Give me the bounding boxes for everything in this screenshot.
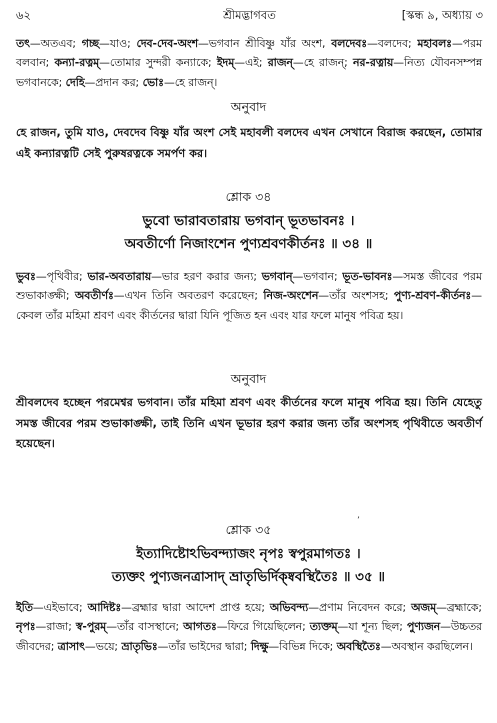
sanskrit-term: তৎ — [16, 37, 30, 50]
page-number: ৬২ — [16, 8, 31, 22]
term-meaning: —ব্রহ্মাকে; — [436, 601, 482, 614]
sanskrit-term: রাজন্ — [267, 56, 293, 70]
term-meaning: —এই; — [234, 56, 268, 70]
term-meaning: —ভগবান শ্রীবিষ্ণু যাঁর অংশ, — [197, 37, 332, 50]
translation-verse-34: শ্রীবলদেব হচ্ছেন পরমেশ্বর ভগবান। তাঁর মহিমা শ্রবণ এবং কীর্তনের ফলে মানুষ পবিত্র হয়। তিনি যেহেতু সমস্ত জীবের পরম শুভাকাঙ্ক্ষী, তাই তিনি এখন ভূভার হরণ করার জন্য তাঁর অংশসহ পৃথিবীতে অবতীর্ণ হয়েছেন। — [16, 396, 482, 450]
sanskrit-term: ইদম্ — [216, 56, 235, 70]
sanskrit-term: স্ব-পুরম্ — [75, 620, 107, 634]
sanskrit-term: অবস্থিতৈঃ — [336, 639, 381, 653]
term-meaning: —অতএব; — [29, 37, 82, 50]
sanskrit-term: অবতীর্ণঃ — [74, 289, 114, 303]
term-meaning: —ব্রহ্মার দ্বারা আদেশ প্রাপ্ত হয়ে; — [121, 601, 270, 614]
sanskrit-term: দেহি — [65, 75, 85, 89]
term-meaning: —যাও; — [99, 37, 137, 50]
term-meaning: —অবস্থান করছিলেন। — [380, 639, 473, 653]
term-meaning: —তোমার সুন্দরী কন্যাকে; — [99, 56, 217, 70]
sanskrit-term: আদিষ্টঃ — [87, 601, 122, 614]
term-meaning: —তাঁর বাসস্থানে; — [106, 620, 184, 634]
sanskrit-term: কন্যা-রত্নম্ — [54, 56, 100, 70]
sanskrit-term: ভ্রাতৃভিঃ — [121, 639, 158, 653]
sloka-heading-34: শ্লোক ৩৪ — [225, 189, 272, 204]
sanskrit-term: নৃপঃ — [16, 620, 36, 634]
sanskrit-term: ভোঃ — [142, 75, 164, 89]
term-meaning: —যা শূন্য ছিল; — [337, 620, 407, 634]
sanskrit-term: অভিবন্দ্য — [269, 601, 309, 614]
term-meaning: —কেবল তাঁর মহিমা শ্রবণ এবং কীর্তনের দ্বারা যিনি পূজিত হন এবং যার ফলে মানুষ পবিত্র হয়। — [16, 289, 482, 322]
term-meaning: —সমস্ত জীবের পরম শুভাকাঙ্ক্ষী; — [16, 270, 482, 303]
sanskrit-term: মহাবলঃ — [417, 37, 452, 50]
term-meaning: —উচ্চতর জীবদের; — [16, 620, 482, 653]
sanskrit-term: দিক্ষু — [250, 639, 269, 653]
term-meaning: —ভার হরণ করার জন্য; — [151, 270, 262, 283]
sanskrit-term: ভার-অবতারায় — [87, 270, 152, 283]
term-meaning: —ভগবান; — [292, 270, 343, 283]
term-meaning: —ফিরে গিয়েছিলেন; — [216, 620, 310, 634]
sanskrit-term: ইতি — [16, 601, 33, 614]
sanskrit-term: বলদেবঃ — [331, 37, 368, 50]
verse-34-line-2: অবতীর্ণো নিজাংশেন পুণ্যশ্রবণকীর্তনঃ ॥ ৩৪ ॥ — [124, 236, 373, 252]
sanskrit-term: ভুবঃ — [16, 270, 36, 283]
term-meaning: —প্রণাম নিবেদন করে; — [308, 601, 412, 614]
term-meaning: —পৃথিবীর; — [35, 270, 88, 283]
synonyms-verse-33 — [16, 34, 482, 92]
term-meaning: —হে রাজন্। — [163, 75, 218, 89]
translation-heading-33: অনুবাদ — [230, 99, 267, 114]
term-meaning: —বিভিন্ন দিকে; — [268, 639, 337, 653]
sanskrit-term: পুণ্যজন — [406, 620, 441, 634]
book-title: শ্রীমদ্ভাগবত — [223, 8, 276, 22]
term-meaning: —এখন তিনি অবতরণ করেছেন; — [113, 289, 264, 303]
term-meaning: —তাঁর ভাইদের দ্বারা; — [157, 639, 251, 653]
sloka-heading-35: শ্লোক ৩৫ — [225, 522, 272, 537]
translation-verse-33: হে রাজন, তুমি যাও, দেবদেব বিষ্ণু যাঁর অংশ সেই মহাবলী বলদেব এখন সেখানে বিরাজ করছেন, তোমার এই কন্যারত্নটি সেই পুরুষরত্নকে সমর্পণ কর। — [16, 126, 482, 160]
sanskrit-term: গচ্ছ — [81, 37, 100, 50]
sanskrit-term: অজম্ — [411, 601, 437, 614]
verse-35-line-1: ইত্যাদিষ্টোঽভিবন্দ্যাজং নৃপঃ স্বপুরমাগতঃ । — [136, 546, 361, 562]
stray-mark: ʼ — [357, 516, 360, 526]
sanskrit-term: ত্রাসাৎ — [57, 639, 85, 653]
term-meaning: —ভয়ে; — [84, 639, 122, 653]
sanskrit-term: নর-রত্নায় — [353, 56, 394, 70]
chapter-reference: [স্কন্ধ ৯, অধ্যায় ৩ — [401, 8, 483, 22]
verse-35-line-2: ত্যক্তং পুণ্যজনত্রাসাদ্ ভ্রাতৃভির্দিক্ষ্ববস্থিতৈঃ ॥ ৩৫ ॥ — [111, 569, 386, 585]
verse-34-line-1: ভুবো ভারাবতারায় ভগবান্ ভূতভাবনঃ । — [142, 213, 355, 229]
term-meaning: —বলদেব; — [367, 37, 418, 50]
sanskrit-term: ভূত-ভাবনঃ — [342, 270, 393, 283]
sanskrit-term: পুণ্য-শ্রবণ-কীর্তনঃ — [393, 289, 472, 303]
synonyms-verse-34 — [16, 267, 482, 325]
term-meaning: —নিত্য যৌবনসম্পন্ন ভগবানকে; — [16, 56, 482, 89]
sanskrit-term: নিজ-অংশেন — [263, 289, 319, 303]
synonyms-verse-35 — [16, 598, 482, 656]
sanskrit-term: দেব-দেব-অংশ — [136, 37, 198, 50]
term-meaning: —তাঁর অংশসহ; — [318, 289, 394, 303]
term-meaning: —পরম বলবান; — [16, 37, 482, 70]
translation-heading-34: অনুবাদ — [230, 371, 267, 386]
term-meaning: —এইভাবে; — [32, 601, 88, 614]
sanskrit-term: ভগবান্ — [261, 270, 293, 283]
term-meaning: —হে রাজন্; — [292, 56, 354, 70]
term-meaning: —রাজা; — [35, 620, 76, 634]
term-meaning: —প্রদান কর; — [84, 75, 143, 89]
sanskrit-term: ত্যক্তম্ — [309, 620, 338, 634]
page-header — [16, 4, 483, 26]
sanskrit-term: আগতঃ — [183, 620, 217, 634]
